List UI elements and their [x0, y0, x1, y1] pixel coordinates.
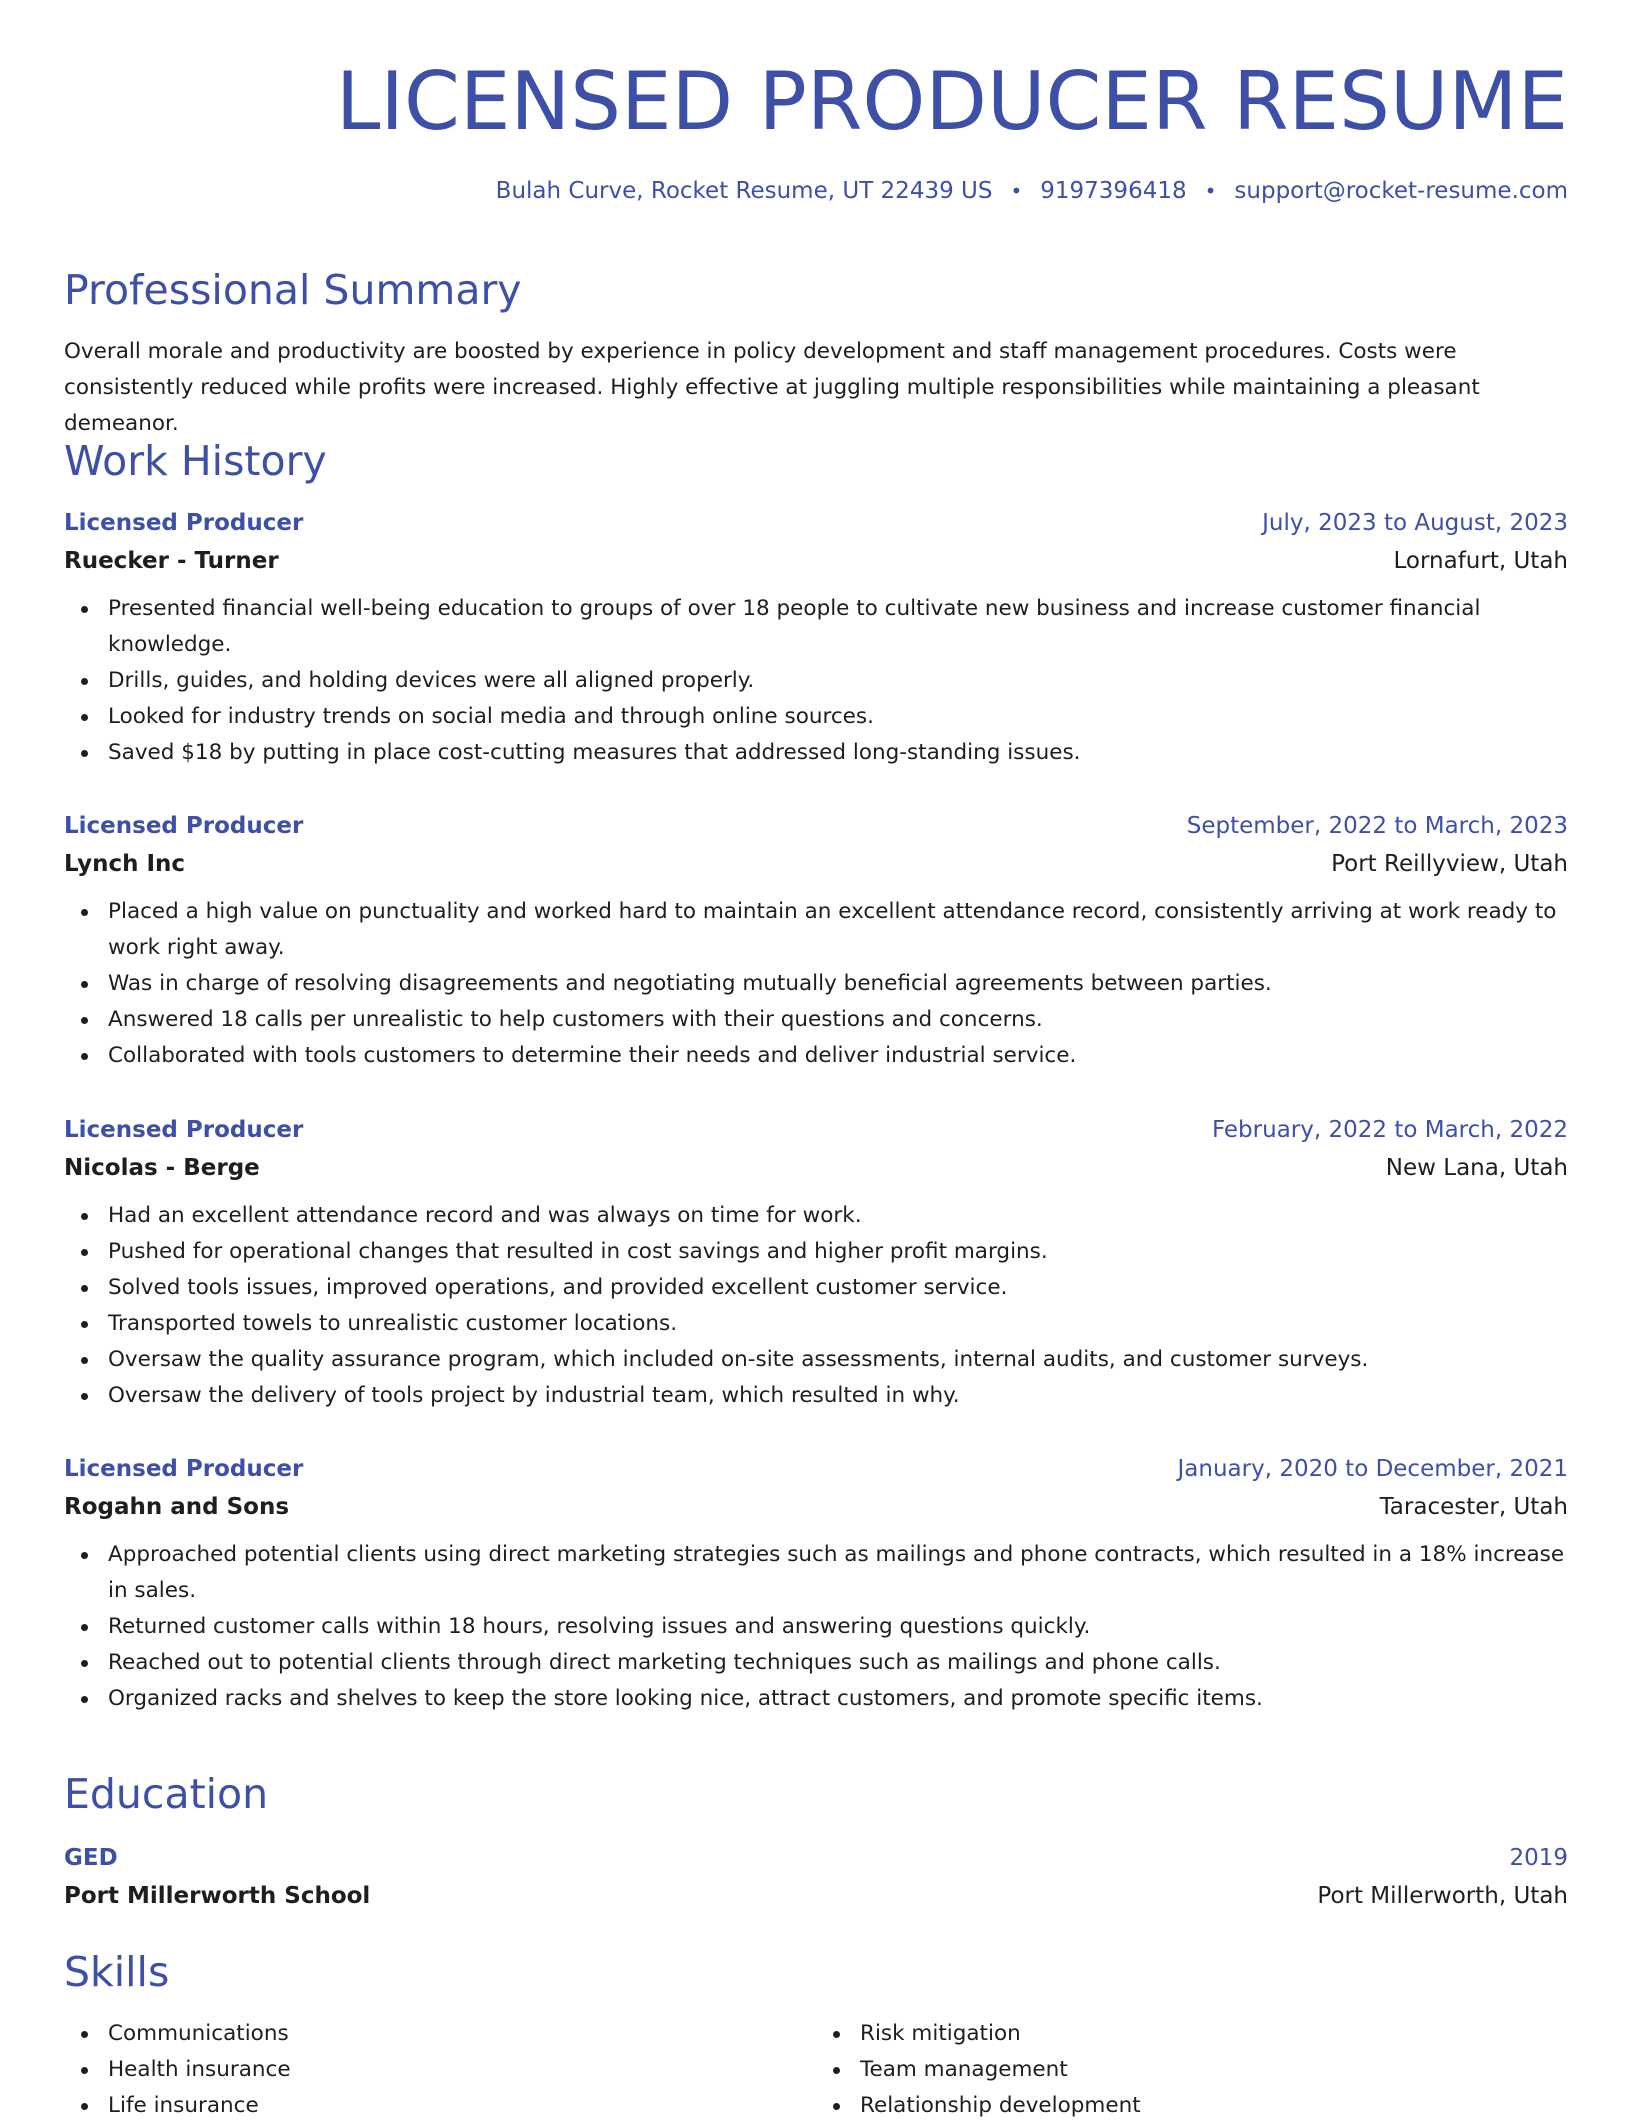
job-entry [64, 1451, 1568, 1717]
section-heading-work-history: Work History [64, 437, 327, 485]
contact-email: support@rocket-resume.com [1234, 178, 1568, 204]
job-bullets [64, 1537, 1568, 1717]
education-year: 2019 [1509, 1845, 1568, 1871]
contact-separator: • [1204, 179, 1217, 203]
job-bullet: Organized racks and shelves to keep the store looking nice, attract customers, and promote specific items. [108, 1681, 1568, 1717]
job-dates: January, 2020 to December, 2021 [1177, 1456, 1568, 1482]
contact-separator: • [1010, 179, 1023, 203]
company-name: Lynch Inc [64, 851, 186, 877]
job-bullets [64, 1198, 1568, 1414]
skill-item: Team management [860, 2052, 1568, 2088]
summary-text: Overall morale and productivity are boosted by experience in policy development and staff management procedures. Costs were consistently reduced while profits were increased. Highly effective at juggling multiple responsibilities while maintaining a pleasant demeanor. [64, 339, 1480, 436]
skill-item: Risk mitigation [860, 2016, 1568, 2052]
job-bullet: Pushed for operational changes that resulted in cost savings and higher profit margins. [108, 1234, 1568, 1270]
job-title: Licensed Producer [64, 1456, 304, 1482]
job-location: Port Reillyview, Utah [1331, 851, 1568, 877]
job-bullet: Oversaw the quality assurance program, which included on-site assessments, internal audits, and customer surveys. [108, 1342, 1568, 1378]
job-dates: July, 2023 to August, 2023 [1262, 510, 1568, 536]
skills-column-left [64, 2016, 816, 2124]
job-bullet: Drills, guides, and holding devices were all aligned properly. [108, 663, 1568, 699]
job-bullet: Returned customer calls within 18 hours, resolving issues and answering questions quickly. [108, 1609, 1568, 1645]
job-bullets [64, 591, 1568, 771]
section-heading-education: Education [64, 1770, 269, 1818]
job-bullet: Was in charge of resolving disagreements and negotiating mutually beneficial agreements between parties. [108, 966, 1568, 1002]
company-name: Nicolas - Berge [64, 1155, 260, 1181]
job-bullets [64, 894, 1568, 1074]
skills-column-right [816, 2016, 1568, 2124]
company-name: Rogahn and Sons [64, 1494, 290, 1520]
job-bullet: Collaborated with tools customers to determine their needs and deliver industrial service. [108, 1038, 1568, 1074]
job-bullet: Transported towels to unrealistic customer locations. [108, 1306, 1568, 1342]
job-bullet: Placed a high value on punctuality and worked hard to maintain an excellent attendance record, consistently arriving at work ready to work right away. [108, 894, 1568, 966]
job-title: Licensed Producer [64, 813, 304, 839]
job-dates: February, 2022 to March, 2022 [1211, 1117, 1568, 1143]
skill-item: Relationship development [860, 2088, 1568, 2124]
job-bullet: Solved tools issues, improved operations, and provided excellent customer service. [108, 1270, 1568, 1306]
skill-item: Life insurance [108, 2088, 816, 2124]
job-dates: September, 2022 to March, 2023 [1186, 813, 1568, 839]
degree: GED [64, 1845, 118, 1871]
contact-phone: 9197396418 [1040, 178, 1187, 204]
job-title: Licensed Producer [64, 1117, 304, 1143]
contact-address: Bulah Curve, Rocket Resume, UT 22439 US [495, 178, 993, 204]
job-bullet: Saved $18 by putting in place cost-cutting measures that addressed long-standing issues. [108, 735, 1568, 771]
job-bullet: Presented financial well-being education to groups of over 18 people to cultivate new business and increase customer financial knowledge. [108, 591, 1568, 663]
section-heading-summary: Professional Summary [64, 266, 522, 314]
job-bullet: Answered 18 calls per unrealistic to help customers with their questions and concerns. [108, 1002, 1568, 1038]
education-entry [64, 1840, 1568, 1916]
section-heading-skills: Skills [64, 1948, 170, 1996]
job-location: Lornafurt, Utah [1393, 548, 1568, 574]
school-location: Port Millerworth, Utah [1317, 1883, 1568, 1909]
resume-page [64, 0, 1568, 2118]
school-name: Port Millerworth School [64, 1883, 371, 1909]
job-bullet: Oversaw the delivery of tools project by industrial team, which resulted in why. [108, 1378, 1568, 1414]
job-title: Licensed Producer [64, 510, 304, 536]
job-bullet: Reached out to potential clients through direct marketing techniques such as mailings and phone calls. [108, 1645, 1568, 1681]
job-entry [64, 1112, 1568, 1414]
skills-list [64, 2016, 1568, 2124]
job-bullet: Looked for industry trends on social media and through online sources. [108, 699, 1568, 735]
job-location: Taracester, Utah [1379, 1494, 1568, 1520]
job-location: New Lana, Utah [1385, 1155, 1568, 1181]
resume-title: LICENSED PRODUCER RESUME [335, 55, 1568, 148]
job-entry [64, 505, 1568, 771]
skill-item: Health insurance [108, 2052, 816, 2088]
job-bullet: Approached potential clients using direct marketing strategies such as mailings and phone contracts, which resulted in a 18% increase in sales. [108, 1537, 1568, 1609]
job-entry [64, 808, 1568, 1074]
resume-header [64, 55, 1568, 204]
skill-item: Communications [108, 2016, 816, 2052]
contact-line [64, 180, 1568, 203]
job-bullet: Had an excellent attendance record and was always on time for work. [108, 1198, 1568, 1234]
company-name: Ruecker - Turner [64, 548, 279, 574]
